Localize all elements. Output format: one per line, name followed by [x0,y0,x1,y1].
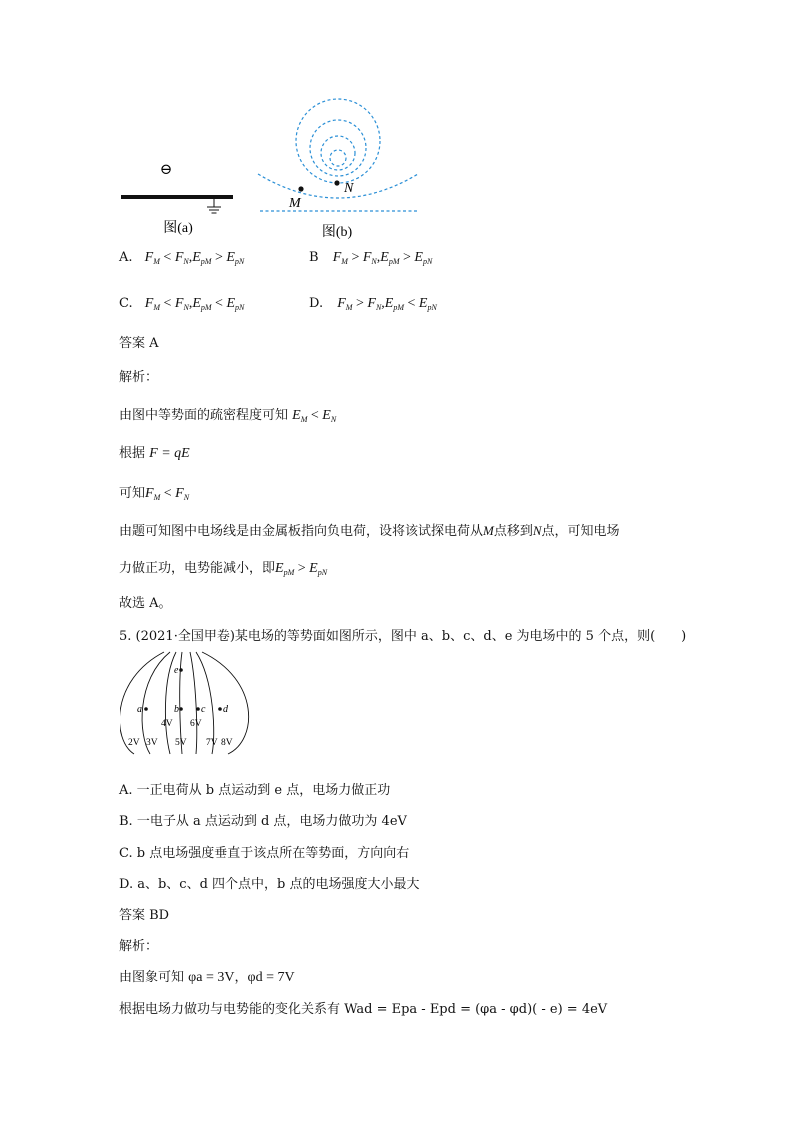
equipotential-curve [258,174,418,198]
label-e: e [174,665,179,676]
option-formula: $F_M > F_N,E_{pM} < E_{pN}$ [337,296,437,312]
relation: > [355,296,364,311]
text: 由图中等势面的疏密程度可知 [119,408,289,423]
point-d [218,707,222,711]
point-M [298,186,303,191]
point-label: M [483,523,494,538]
point-b [179,707,183,711]
point-a [144,707,148,711]
label-4v: 4V [161,719,173,729]
q5-analysis-label: 解析： [119,939,159,954]
formula: $E_{pM} > E_{pN}$ [275,561,328,577]
label-6v: 6V [190,719,202,729]
point-e [179,668,183,672]
figure-a [110,150,250,240]
label-3v: 3V [146,738,158,748]
text: 可知 [119,486,146,501]
relation: < [215,296,223,311]
point-N [334,180,339,185]
option-letter: A. [119,250,133,265]
q5-option-d: D. a、b、c、d 四个点中，b 点的电场强度大小最大 [119,877,420,892]
label-7v: 7V [206,738,218,748]
q5-stem: 5. (2021·全国甲卷)某电场的等势面如图所示，图中 a、b、c、d、e 为电场中的 5 个点，则( ) [119,629,687,644]
q4-analysis-line-2 [119,442,190,462]
q4-answer: 答案 A [119,336,159,351]
figure-b-caption: 图(b) [321,225,353,240]
q5-option-a: A. 一正电荷从 b 点运动到 e 点，电场力做正功 [119,783,391,798]
equipotential-circle [296,99,380,183]
q4-analysis-label: 解析： [119,370,159,385]
formula: φa = 3V [188,970,235,985]
option-a-row [119,250,244,266]
label-M: M [289,196,301,211]
relation: < [163,296,172,311]
option-formula: $F_M > F_N,E_{pM} > E_{pN}$ [332,250,433,266]
text: 点，可知电场 [541,524,620,539]
q5-option-b: B. 一电子从 a 点运动到 d 点，电场力做功为 4eV [119,814,407,829]
option-formula: $F_M < F_N,E_{pM} > E_{pN}$ [144,250,245,266]
relation: > [214,250,223,265]
q4-analysis-line-4 [119,520,620,539]
point-label: N [532,523,542,538]
formula: $E_M < E_N$ [292,408,337,424]
formula: F = qE [149,446,190,461]
equipotential-line-6v [190,652,197,754]
option-letter: D. [309,296,324,311]
point-c [196,707,200,711]
equipotential-circle [321,136,355,170]
q4-analysis-line-5 [119,557,327,577]
negative-charge-symbol: ⊖ [159,162,173,178]
figure-b [250,92,425,242]
q5-option-c: C. b 点电场强度垂直于该点所在等势面，方向向右 [119,846,410,861]
q4-analysis-line-3 [119,482,189,502]
equipotential-circle [310,120,366,176]
q5-analysis-line-2: 根据电场力做功与电势能的变化关系有 Wad = Epa - Epd = (φa - φd)( - e) = 4eV [119,1002,608,1017]
text: 由题可知图中电场线是由金属板指向负电荷，设将该试探电荷从 [119,524,484,539]
label-c: c [201,704,206,715]
label-8v: 8V [221,738,233,748]
option-letter: C. [119,296,133,311]
relation: > [402,250,411,265]
metal-plate [121,195,233,199]
option-b-row [309,250,432,266]
option-c-row [119,296,244,312]
q5-equipotential-figure [120,650,250,760]
label-N: N [344,181,354,196]
option-letter: B [309,250,319,265]
formula: φd = 7V [247,970,295,985]
text: 力做正功，电势能减小，即 [119,561,276,576]
label-b: b [174,704,179,715]
option-d-row [309,296,437,312]
equipotential-circle [330,150,346,166]
label-2v: 2V [128,738,140,748]
label-d: d [223,704,228,715]
q5-answer: 答案 BD [119,908,170,923]
q5-analysis-line-1: 由图象可知 φa = 3V，φd = 7V [119,970,295,985]
relation: > [351,250,360,265]
text: 点移到 [493,524,533,539]
q4-analysis-line-1 [119,404,336,424]
label-5v: 5V [175,738,187,748]
relation: < [163,250,172,265]
text: 根据 [119,446,146,461]
formula: $F_M < F_N$ [145,486,190,502]
option-formula: $F_M < F_N,E_{pM} < E_{pN}$ [144,296,245,312]
label-a: a [137,704,142,715]
relation: < [407,296,416,311]
text: 由图象可知 [119,970,185,985]
q4-conclusion: 故选 A。 [119,596,172,611]
figure-a-caption: 图(a) [163,221,193,236]
